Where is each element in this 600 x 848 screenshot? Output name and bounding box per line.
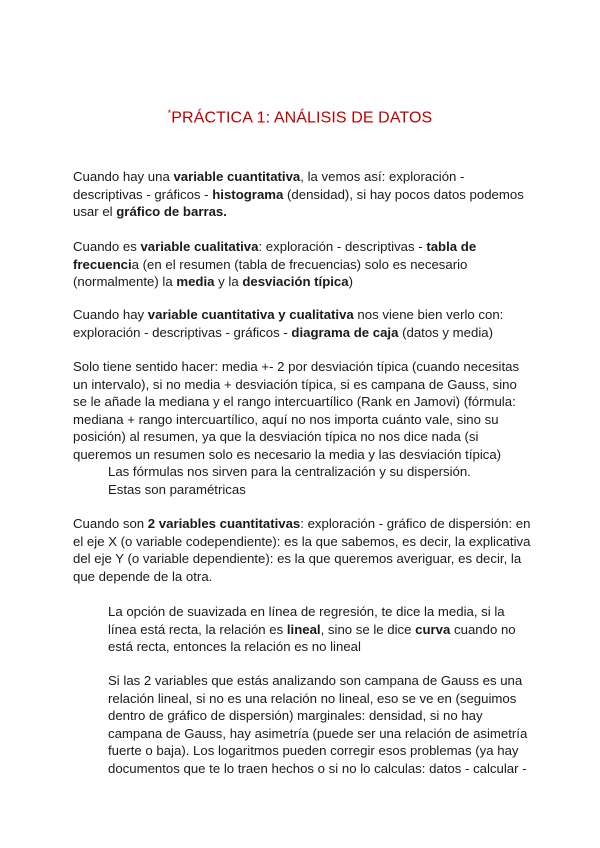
term-diagrama-caja: diagrama de caja	[291, 324, 399, 340]
paragraph-qualitative	[73, 238, 533, 291]
text: y la	[214, 274, 243, 290]
term-curva: curva	[415, 621, 451, 637]
text: Cuando es	[73, 239, 141, 254]
text: : exploración - descriptivas -	[258, 239, 427, 254]
term-variable-cualitativa: variable cualitativa	[140, 239, 259, 254]
paragraph-two-quantitative	[73, 515, 533, 585]
text: Cuando son	[73, 516, 148, 531]
text: : exploración - gráfico de dispersión: en el eje X (o variable codependiente): es la que sabemos, es decir, la explicativa del eje Y (o variable dependiente): es la que queremos averiguar, es decir, la que depende de la otra.	[73, 516, 531, 584]
text: , la vemos así: exploración - descriptivas - gráficos -	[73, 169, 465, 202]
paragraph-quantitative	[73, 168, 533, 221]
text: La opción de suavizada en línea de regresión, te dice la media, si la línea está recta, la relación es	[108, 604, 505, 637]
note-formulas: Las fórmulas nos sirven para la centralización y su dispersión.	[108, 464, 471, 479]
text: (densidad), si hay pocos datos podemos usar el	[73, 186, 524, 220]
text: a (en el resumen (tabla de frecuencias) solo es necesario (normalmente) la	[73, 256, 468, 290]
paragraph-regression	[108, 603, 528, 656]
term-media: media	[176, 274, 215, 290]
term-cuantitativa-cualitativa: variable cuantitativa y cualitativa	[147, 307, 354, 322]
text: (datos y media)	[398, 324, 493, 340]
title-mark: *	[167, 108, 172, 118]
text: nos viene bien verlo con: exploración - descriptivas - gráficos -	[73, 307, 504, 340]
text: cuando no está recta, entonces la relación es no lineal	[108, 621, 516, 655]
term-grafico-barras: gráfico de barras.	[116, 204, 227, 220]
paragraph-gauss: Si las 2 variables que estás analizando son campana de Gauss es una relación lineal, si no es una relación no lineal, eso se ve en (seguimos dentro de gráfico de dispersión) marginales: densidad, si no hay campana de Gauss, hay asimetría (puede ser una relación de asimetría fuerte o baja). Los logaritmos pueden corregir esos problemas (ya hay documentos que te lo traen hechos o si no lo calculas: datos - calcular -	[108, 673, 528, 776]
page-title	[0, 108, 600, 127]
term-histograma: histograma	[212, 186, 284, 202]
note-parametric: Estas son paramétricas	[108, 482, 246, 497]
title-text: PRÁCTICA 1: ANÁLISIS DE DATOS	[171, 109, 433, 127]
text: Cuando hay	[73, 307, 148, 322]
term-variable-cuantitativa: variable cuantitativa	[173, 169, 301, 184]
term-desviacion-tipica: desviación típica	[242, 274, 349, 290]
text: , sino se le dice	[320, 621, 416, 637]
text: Cuando hay una	[73, 169, 174, 184]
term-lineal: lineal	[286, 621, 321, 637]
text: )	[348, 274, 354, 290]
term-2-variables: 2 variables cuantitativas	[147, 516, 301, 531]
term-tabla-frecuencia: tabla de frecuenci	[73, 239, 477, 272]
paragraph-mixed	[73, 306, 533, 341]
paragraph-summary: Solo tiene sentido hacer: media +- 2 por desviación típica (cuando necesitas un intervalo), si no media + desviación típica, si es campana de Gauss, sino se le añade la mediana y el rango intercuartílico (Rank en Jamovi) (fórmula: mediana + rango intercuartílico, aquí no nos importa cuánto vale, sino su posición) al resumen, ya que la desviación típica no nos dice nada (si queremos un resumen solo es necesario la media y las desviación típica)	[73, 359, 520, 462]
